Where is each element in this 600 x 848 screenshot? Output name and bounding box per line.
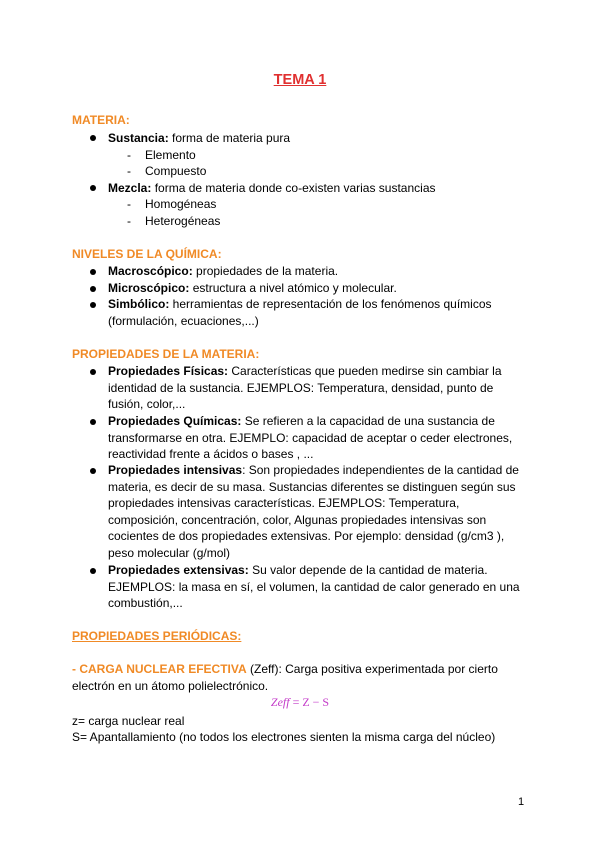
heading-periodicas: PROPIEDADES PERIÓDICAS:	[72, 629, 242, 643]
subitem-compuesto: Compuesto	[145, 164, 207, 178]
document-title: TEMA 1	[273, 72, 327, 88]
heading-materia: MATERIA:	[72, 113, 130, 127]
item-mezcla: Mezcla: forma de materia donde co-existen varias sustancias	[108, 181, 436, 195]
item-intensivas-cont: materia, es decir de su masa. Sustancias diferentes se distinguen según sus	[108, 480, 516, 494]
item-intensivas: Propiedades intensivas: Son propiedades independientes de la cantidad de	[108, 463, 519, 477]
item-macroscopico: Macroscópico: propiedades de la materia.	[108, 264, 339, 278]
item-intensivas-cont: cocientes de dos propiedades extensivas. Por ejemplo: densidad (g/cm3 ),	[108, 529, 505, 543]
dash-icon: -	[127, 164, 131, 178]
item-extensivas: Propiedades extensivas: Su valor depende de la cantidad de materia.	[108, 563, 488, 577]
item-extensivas-cont: EJEMPLOS: la masa en sí, el volumen, la cantidad de calor generado en una	[108, 580, 520, 594]
def-s: S= Apantallamiento (no todos los electrones sienten la misma carga del núcleo)	[72, 730, 496, 744]
item-fisicas: Propiedades Físicas: Características que pueden medirse sin cambiar la	[108, 364, 502, 378]
item-fisicas-cont: identidad de la sustancia. EJEMPLOS: Temperatura, densidad, punto de	[108, 381, 494, 395]
dash-icon: -	[127, 214, 131, 228]
dash-icon: -	[127, 197, 131, 211]
bullet-icon	[90, 419, 96, 425]
carga-nuclear-efectiva-cont: electrón en un átomo polielectrónico.	[72, 679, 269, 693]
heading-niveles: NIVELES DE LA QUÍMICA:	[72, 247, 222, 261]
def-z: z= carga nuclear real	[72, 714, 185, 728]
item-sustancia: Sustancia: forma de materia pura	[108, 131, 291, 145]
item-intensivas-cont: propiedades intensivas características. EJEMPLOS: Temperatura,	[108, 496, 460, 510]
item-simbolico: Simbólico: herramientas de representación de los fenómenos químicos	[108, 297, 492, 311]
bullet-icon	[90, 568, 96, 574]
page-number: 1	[518, 796, 525, 808]
subitem-homogeneas: Homogéneas	[145, 197, 217, 211]
item-quimicas-cont: transformarse en otra. EJEMPLO: capacidad de aceptar o ceder electrones,	[108, 431, 513, 445]
item-fisicas-cont: fusión, color,...	[108, 397, 186, 411]
item-simbolico-cont: (formulación, ecuaciones,...)	[108, 314, 259, 328]
subitem-elemento: Elemento	[145, 148, 196, 162]
item-intensivas-cont: peso molecular (g/mol)	[108, 546, 231, 560]
bullet-icon	[90, 369, 96, 375]
heading-propiedades: PROPIEDADES DE LA MATERIA:	[72, 347, 260, 361]
bullet-icon	[90, 286, 96, 292]
bullet-icon	[90, 269, 96, 275]
item-intensivas-cont: composición, concentración, color, Algunas propiedades intensivas son	[108, 513, 487, 527]
item-quimicas: Propiedades Químicas: Se refieren a la capacidad de una sustancia de	[108, 414, 495, 428]
carga-nuclear-efectiva: - CARGA NUCLEAR EFECTIVA (Zeff): Carga positiva experimentada por cierto	[72, 662, 498, 676]
subitem-heterogeneas: Heterogéneas	[145, 214, 221, 228]
item-quimicas-cont: reactividad frente a ácidos o bases , ...	[108, 447, 314, 461]
bullet-icon	[90, 302, 96, 308]
dash-icon: -	[127, 148, 131, 162]
item-extensivas-cont: combustión,...	[108, 596, 183, 610]
bullet-icon	[90, 468, 96, 474]
bullet-icon	[90, 135, 96, 141]
bullet-icon	[90, 185, 96, 191]
item-microscopico: Microscópico: estructura a nivel atómico y molecular.	[108, 281, 397, 295]
zeff-formula: Zeff = Z − S	[270, 695, 330, 709]
